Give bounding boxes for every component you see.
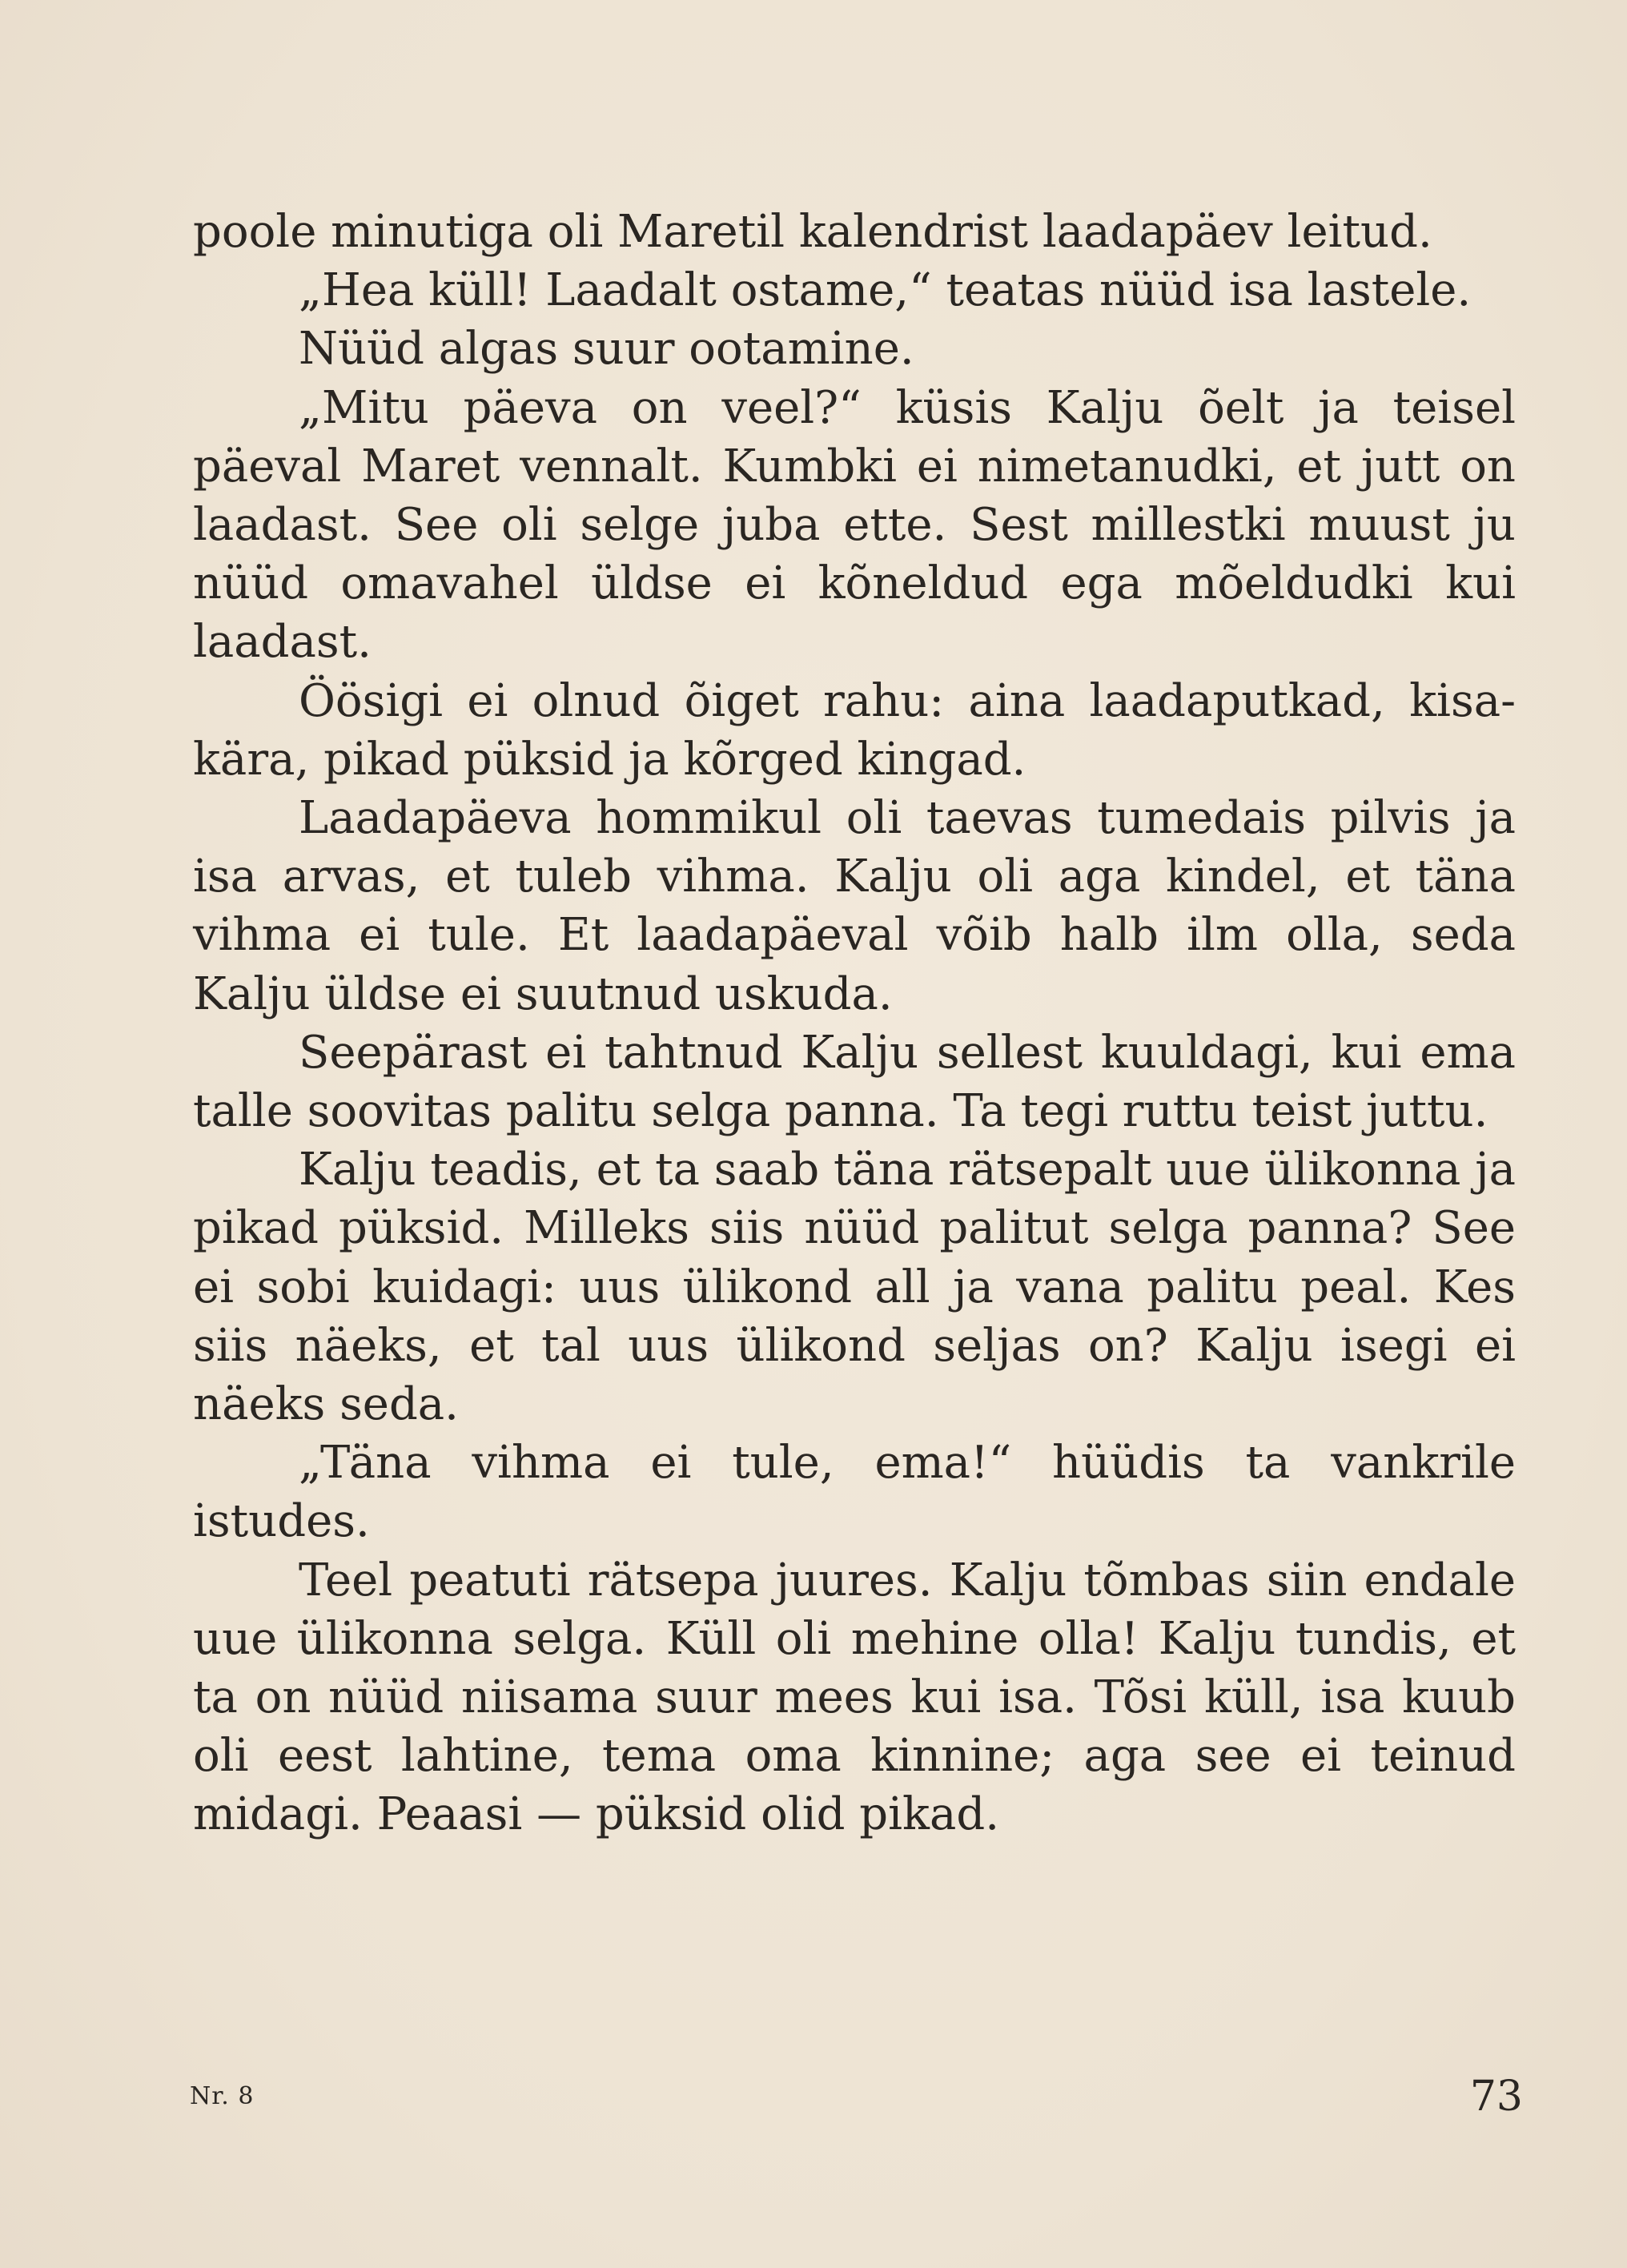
paragraph-3: Nüüd algas suur ootamine. [299,323,914,376]
signature-mark: Nr. 8 [190,2082,255,2110]
paragraph-9: „Täna vihma ei tule, ema!“ hüüdis ta vankrile istudes. [193,1437,1516,1548]
body-text [193,203,1516,1844]
page-number: 73 [1469,2073,1523,2121]
paragraph-4: „Mitu päeva on veel?“ küsis Kalju õelt ja teisel päeval Maret vennalt. Kumbki ei nimetanudki, et jutt on laadast. See oli selge juba ette. Sest millestki muust ju nüüd omavahel üldse ei kõneldud ega mõeldudki kui laadast. [193,381,1516,669]
paragraph-5: Öösigi ei olnud õiget rahu: aina laadaputkad, kisa-kära, pikad püksid ja kõrged kingad. [193,674,1516,786]
paragraph-8: Kalju teadis, et ta saab täna rätsepalt uue ülikonna ja pikad püksid. Milleks siis nüüd palitut selga panna? See ei sobi kuidagi: uus ülikond all ja vana palitu peal. Kes siis näeks, et tal uus ülikond seljas on? Kalju isegi ei näeks seda. [193,1144,1516,1431]
paragraph-7: Seepärast ei tahtnud Kalju sellest kuuldagi, kui ema talle soovitas palitu selga panna. Ta tegi ruttu teist juttu. [193,1026,1516,1138]
paragraph-1: poole minutiga oli Maretil kalendrist laadapäev leitud. [193,206,1432,258]
paragraph-6: Laadapäeva hommikul oli taevas tumedais pilvis ja isa arvas, et tuleb vihma. Kalju oli aga kindel, et täna vihma ei tule. Et laadapäeval võib halb ilm olla, seda Kalju üldse ei suutnud uskuda. [193,792,1516,1020]
paragraph-2: „Hea küll! Laadalt ostame,“ teatas nüüd isa lastele. [299,264,1472,317]
paragraph-10: Teel peatuti rätsepa juures. Kalju tõmbas siin endale uue ülikonna selga. Küll oli mehine olla! Kalju tundis, et ta on nüüd niisama suur mees kui isa. Tõsi küll, isa kuub oli eest lahtine, tema oma kinnine; aga see ei teinud midagi. Peaasi — püksid olid pikad. [193,1554,1516,1841]
